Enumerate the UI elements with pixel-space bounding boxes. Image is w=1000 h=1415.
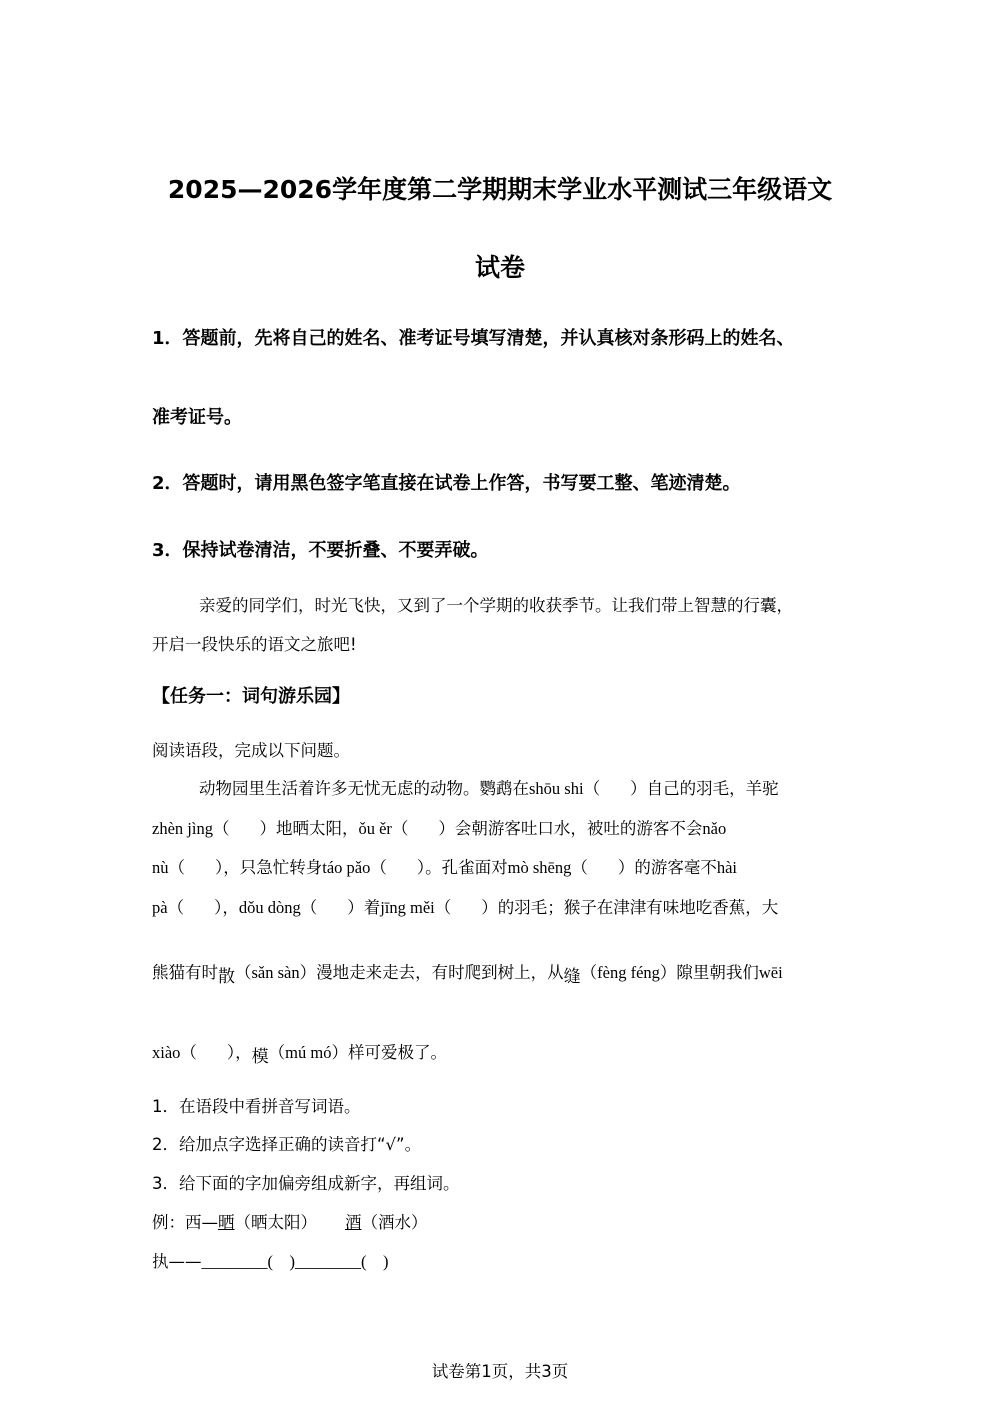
pinyin: shōu shi [529,779,584,798]
paper-title-line2: 试卷 [474,253,525,282]
passage-line-4: pà（ ），dǒu dòng（ ）着jīng měi（ ）的羽毛；猴子在津津有味地吃香蕉，大 [152,898,779,917]
example-line: 例：西—晒（晒太阳） 酒（酒水） [152,1213,428,1232]
pinyin: wēi [758,963,783,982]
dotted-char: 模 [251,1047,269,1067]
pinyin: táo pǎo [322,858,371,877]
exercise-blanks[interactable]: ________( )________( ) [201,1252,389,1271]
pinyin-choice: mú mó [285,1043,332,1062]
page-footer: 试卷第1页，共3页 [431,1362,569,1381]
pinyin: mò shēng [507,858,572,877]
notice-1-line1: 1．答题前，先将自己的姓名、准考证号填写清楚，并认真核对条形码上的姓名、 [152,328,795,349]
passage-line-2: zhèn jìng（ ）地晒太阳，ǒu ěr（ ）会朝游客吐口水，被吐的游客不会nǎo [152,819,727,838]
passage-line-5: 熊猫有时散（sǎn sàn）漫地走来走去，有时爬到树上，从缝（fèng féng）隙里朝我们wēi [152,963,783,987]
pinyin: zhèn jìng [152,819,213,838]
notice-3: 3．保持试卷清洁，不要折叠、不要弄破。 [152,540,489,561]
intro-line1: 亲爱的同学们，时光飞快，又到了一个学期的收获季节。让我们带上智慧的行囊， [199,596,793,615]
dotted-char: 缝 [563,967,581,987]
exercise-char: 执 [152,1252,169,1271]
pinyin: ǒu ěr [358,819,392,838]
passage-line-3: nù（ ），只急忙转身táo pǎo（ ）。孔雀面对mò shēng（ ）的游客毫不hài [152,858,737,877]
pinyin: xiào [152,1043,181,1062]
dotted-char: 散 [218,967,235,987]
pinyin: hài [716,858,737,877]
notice-2: 2．答题时，请用黑色签字笔直接在试卷上作答，书写要工整、笔迹清楚。 [152,473,741,494]
paper-title-line1: 2025—2026学年度第二学期期末学业水平测试三年级语文 [167,175,833,204]
task1-instruction: 阅读语段，完成以下问题。 [152,741,350,760]
passage-line-6: xiào（ ），模（mú mó）样可爱极了。 [152,1043,447,1067]
example-char-1: 晒 [218,1213,235,1232]
pinyin: nù [152,858,169,877]
question-3: 3．给下面的字加偏旁组成新字，再组词。 [152,1174,460,1193]
task1-heading: 【任务一：词句游乐园】 [152,686,350,707]
pinyin-choice: sǎn sàn [251,963,300,982]
exercise-line: 执——________( )________( ) [152,1252,389,1271]
pinyin: pà [152,898,168,917]
pinyin: nǎo [702,819,727,838]
question-1: 1．在语段中看拼音写词语。 [152,1097,361,1116]
example-char-2: 酒 [345,1213,362,1232]
passage-line-1: 动物园里生活着许多无忧无虑的动物。鹦鹉在shōu shi（ ）自己的羽毛，羊驼 [199,779,779,798]
pinyin-choice: fèng féng [597,963,660,982]
intro-line2: 开启一段快乐的语文之旅吧! [152,635,357,654]
pinyin: jīng měi [380,898,435,917]
question-2: 2．给加点字选择正确的读音打“√”。 [152,1135,422,1154]
pinyin: dǒu dòng [238,898,301,917]
notice-1-line2: 准考证号。 [152,407,242,428]
